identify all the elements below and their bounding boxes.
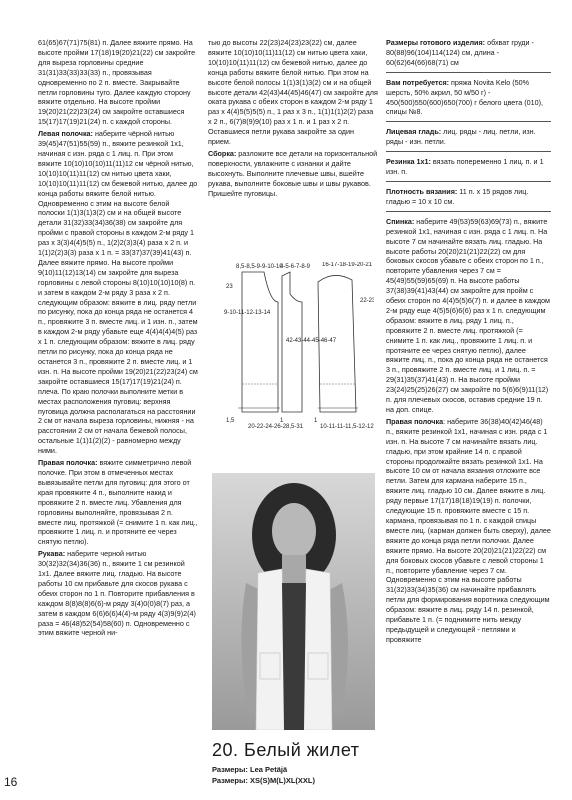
designer-line bbox=[212, 764, 315, 775]
article-meta bbox=[212, 764, 315, 786]
schema-label-top-right: 16-17-18-19-20-21 bbox=[322, 262, 373, 268]
section-body: вяжите симметрично левой полочке. При этом в отмеченных местах вывязывайте петли для пуговиц: для этого от края провяжите 4 п., выполните накид и провяжите 2 п. вместе лиц. Убавления для горловины выполняйте, провязывая 2 п. вместе лиц. протяжкой (= снимите 1 п. как лиц., провяжите 1 лиц. п. и протяните ее через снятую петлю). bbox=[38, 458, 198, 547]
section-divider bbox=[386, 181, 551, 182]
col3-paragraph bbox=[386, 157, 551, 177]
section-body: лиц. ряды - лиц. петли, изн. ряды - изн. петли. bbox=[386, 127, 536, 147]
section-body: : наберите 36(38)40(42)46(48) п., вяжите резинкой 1х1, начиная с изн. ряда с 1 изн. п. На высоте 7 см начинайте вязать лиц. гладью, при этом крайние 14 п. с правой стороны продолжайте вязать резинкой 1х1. На высоте 10 см от начала вязания отложите все петли. Затем для кармана наберите 15 п., вяжите лиц. гладью 10 см. Далее вяжите в лиц. ряду первые 17(17)18(18)19(19) п. полочки, следующие 15 п. провяжите вместе с 15 п. кармана, провязывая по 1 п. с каждой спицы вместе лиц. (карман должен быть сверху), далее вяжите до конца ряда петли полочки. Далее вяжите прямо. На высоте 20(20)21(21)22(22) см для боковых скосов убавьте с левой стороны 1 п., повторите убавление через 7 см. Одновременно с этим на высоте работы 31(32)33(34)35(36) см начинайте прибавлять петли для формирования воротника следующим образом: вяжите в лиц. ряду 14 п. резинкой, прибавьте 1 п. (= поднимите нить между предыдущей и следующей - петлями и провяжите bbox=[386, 416, 551, 644]
section-divider bbox=[386, 121, 551, 122]
section-heading: Правая полочка: bbox=[38, 458, 98, 468]
col3-paragraph bbox=[386, 417, 551, 645]
col2-paragraph bbox=[208, 149, 378, 199]
section-body: пряжа Novita Kelo (50% шерсть, 50% акрил, 50 м/50 г) - 450(500)550(600)650(700) г белого цвета (010), спицы №8. bbox=[386, 77, 544, 117]
schema-label-left-mid: 9-10-11-12-13-14 bbox=[224, 310, 271, 316]
section-heading: Правая полочка bbox=[386, 416, 444, 426]
text-column-2 bbox=[208, 38, 378, 201]
schema-label-top-mid: 4-5-6-7-8-9 bbox=[280, 264, 311, 270]
section-heading: Левая полочка: bbox=[38, 129, 93, 139]
section-divider bbox=[386, 211, 551, 212]
text-column-1 bbox=[38, 38, 198, 640]
section-body: разложите все детали на горизонтальной поверхности, увлажните с изнанки и дайте высохнуть. Выполните плечевые швы, вшейте рукава, выполните боковые швы и швы рукавов. Пришейте пуговицы. bbox=[208, 148, 378, 198]
col3-paragraph bbox=[386, 78, 551, 118]
schema-label-bottom-left: 1 bbox=[280, 418, 284, 424]
section-body: 61(65)67(71)75(81) п. Далее вяжите прямо. На высоте пройми 17(18)19(20)21(22) см закройте для выреза горловины средние 31(31)33(33)33(33) п., провязывая одновременно по 2 п. вместе. Закрывайте петли горловины туго. Далее каждую сторону вяжите отдельно. На высоте пройми 19(20)21(22)23(24) см закройте оставшиеся 15(17)17(19)21(24) п. с каждой стороны. bbox=[38, 38, 196, 127]
col1-paragraph bbox=[38, 549, 198, 638]
sizes-line bbox=[212, 775, 315, 786]
section-divider bbox=[386, 72, 551, 73]
pattern-schematic bbox=[224, 262, 374, 440]
section-body: наберите 49(53)59(63)69(73) п., вяжите резинкой 1х1, начиная с изн. ряда с 1 лиц. п. На высоте 7 см начинайте вязать лиц. гладью. На высоте работы 20(20)21(21)22(22) см для боковых скосов убавьте с обеих сторон по 1 п., повторите убавления через 7 см = 45(49)55(59)65(69) п. На высоте работы 37(38)39(41)43(44) см закройте для пройм с обеих сторон по 4(4)5(5)6(7) п. и далее в каждом 2-м ряду еще 4(5)5(6)6(6) раз х 1 п. следующим образом: вяжите в лиц. ряду 1 лиц. п., провяжите 2 п. вместе лиц. протяжкой (= снимите 1 п. как лиц., провяжите 1 лиц. п. и протяните ее через снятую петлю), далее вяжите лиц. п., пока до конца ряда не останется 3 п., провяжите 2 п. вместе лиц. и 1 лиц. п. = 29(31)35(37)41(43) п. На высоте пройми 23(24)25(25)26(27) см закройте по 5(6)6(9)11(12) п. для плечевых скосов, оставив средние 19 п. на доп. спице. bbox=[386, 216, 550, 414]
section-heading: Плотность вязания: bbox=[386, 186, 458, 196]
schema-label-sleeve-bottom: 10-11-11-11,5-12-12 bbox=[320, 424, 374, 430]
page-number: 16 bbox=[4, 775, 18, 789]
col2-paragraph bbox=[208, 38, 378, 147]
section-body: наберите черной нитью 30(32)32(34)36(36) п., вяжите 1 см резинкой 1х1. Далее вяжите лиц. гладью. На высоте работы 10 см прибавьте для скосов рукава с обеих сторон по 1 п. Повторите прибавления в каждом 8(8)8(8)6(6)-м ряду 3(4)0(0)8(7) раз, а затем в каждом 6(6)6(6)4(4)-м ряду 4(3)9(9)2(4) раза = 46(48)52(54)58(60) п. Одновременно с этим вяжите черной ни- bbox=[38, 549, 196, 638]
col3-paragraph bbox=[386, 127, 551, 147]
section-body: обхват груди - 80(88)96(104)114(124) см, длина - 60(62)64(66)68(71) см bbox=[386, 38, 534, 67]
sizes-label: Размеры: bbox=[212, 776, 248, 785]
section-heading: Рукава: bbox=[38, 549, 66, 559]
designer-value: Lea Petäjä bbox=[250, 765, 288, 774]
model-photo bbox=[212, 473, 375, 730]
section-body: 11 п. х 15 рядов лиц. гладью = 10 х 10 см. bbox=[386, 186, 529, 206]
section-body: тью до высоты 22(23)24(23)23(22) см, далее вяжите 10(10)10(11)11(12) см нитью цвета хаки, 10(10)10(11)11(12) см бежевой нитью, далее до конца работы вяжите белой нитью. При этом на высоте белой полосы 1(1)3(1)3(2) см и на общей высоте детали 42(43)44(45)46(47) см закройте для оката рукава с обеих сторон в каждом 2-м ряду 1 раз х 4(4)5(5)5(5) п., 1 раз х 3 п., 1(1)1(1)2(2) раза х 2 п., 6(7)8(9)9(10) раз х 1 п. и 1 раз х 2 п. Оставшиеся петли рукава закройте за один прием. bbox=[208, 38, 378, 147]
schema-label-hem: 20-22-24-26-28,5-31 bbox=[248, 424, 304, 430]
section-body: вязать попеременно 1 лиц. п. и 1 изн. п. bbox=[386, 157, 544, 177]
section-heading: Вам потребуется: bbox=[386, 77, 450, 87]
schema-label-rib: 1,5 bbox=[226, 418, 235, 424]
section-heading: Сборка: bbox=[208, 148, 237, 158]
front-outline bbox=[242, 272, 278, 412]
schema-label-side: 42-43-44-45-46-47 bbox=[286, 338, 337, 344]
section-heading: Спинка: bbox=[386, 216, 415, 226]
section-heading: Резинка 1х1: bbox=[386, 157, 431, 167]
designer-label: Размеры: bbox=[212, 765, 248, 774]
col1-paragraph bbox=[38, 458, 198, 547]
section-heading: Лицевая гладь: bbox=[386, 127, 442, 137]
article-title: 20. Белый жилет bbox=[212, 740, 360, 760]
col3-paragraph bbox=[386, 187, 551, 207]
section-divider bbox=[386, 151, 551, 152]
col3-paragraph bbox=[386, 217, 551, 415]
text-column-3 bbox=[386, 38, 551, 647]
col1-paragraph bbox=[38, 129, 198, 456]
sizes-value: XS(S)M(L)XL(XXL) bbox=[250, 776, 316, 785]
section-heading: Размеры готового изделия: bbox=[386, 38, 486, 47]
schema-label-sleeve-small: 1 bbox=[314, 418, 318, 424]
schema-label-left: 23 bbox=[226, 284, 233, 290]
schema-label-right: 22-23 bbox=[360, 298, 374, 304]
schema-label-top-left: 8,5-8,5-9-9-10-10 bbox=[236, 264, 283, 270]
section-body: наберите чёрной нитью 39(45)47(51)55(59) п., вяжите резинкой 1х1, начиная с изн. ряда с 1 лиц. п. При этом вяжите 10(10)10(10)11(11)12 см чёрной нитью, 10(10)10(11)11(12) см нитью цвета хаки, 10(10)10(11)11(12) см бежевой нитью, далее до конца работы вяжите белой нитью. Одновременно с этим на высоте белой полоски 1(1)3(1)3(2) см и на общей высоте детали 31(32)33(34)36(38) см закройте для пройми с правой стороны в каждом 2-м ряду 1 раз х 3(3)4(4)5(5) п., 1(2)2(3)3(4) раза х 2 п. и 1(1)2(2)3(3) раза х 1 п. = 33(37)37(39)41(43) п. Далее вяжите прямо. На высоте пройми 9(10)11(12)13(14) см закройте для выреза горловины с левой стороны 8(10)10(10)10(8) п. и затем в каждом 2-м ряду 3 раза х 2 п. следующим образом: вяжите в лиц. ряду петли по рисунку, пока до конца ряда не останется 4 п., провяжите 3 п. вместе лиц. и 1 изн. п., затем в каждом 2-м ряду убавьте еще 4(4)4(4)4(5) раз х 1 п. следующим образом: вяжите в лиц. ряду петли по рисунку, пока до конца ряда не останется 3 п., провяжите 2 п. вместе лиц. и 1 изн. п. На высоте пройми 19(20)21(22)23(24) см закройте оставшиеся 15(17)17(19)21(24) п. плеча. По краю полочки выполните метки в местах расположения пуговиц: верхняя пуговица должна располагаться на расстоянии 2 см от начала выреза горловины, нижняя - на расстоянии 2 см от начала бежевой полосы, остальные 1(1)1(2)(2) - равномерно между ними. bbox=[38, 129, 198, 456]
col1-paragraph bbox=[38, 38, 198, 127]
col3-paragraph bbox=[386, 38, 551, 68]
